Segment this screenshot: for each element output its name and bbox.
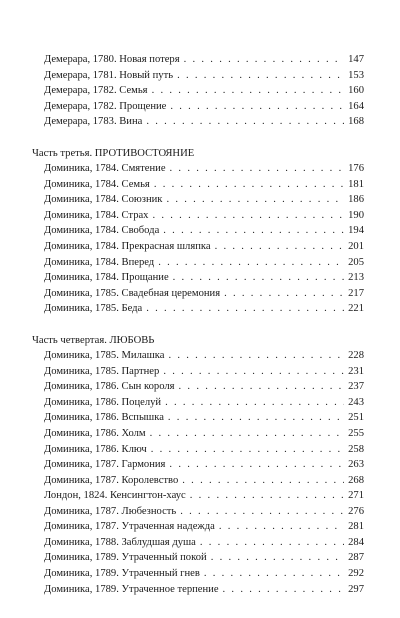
dot-leader (163, 364, 344, 380)
toc-entry-title: Доминика, 1784. Прощание (44, 272, 169, 284)
toc-entry-page-number: 251 (348, 412, 364, 424)
toc-entry-page-number: 205 (348, 256, 364, 268)
dot-leader (223, 582, 345, 598)
toc-entry-page-number: 281 (348, 521, 364, 533)
toc-entry-title: Доминика, 1784. Вперед (44, 256, 155, 268)
dot-leader (168, 410, 344, 426)
dot-leader (152, 83, 345, 99)
table-of-contents (32, 52, 364, 597)
dot-leader (200, 535, 344, 551)
toc-entry-page-number: 268 (348, 474, 364, 486)
toc-entry-page-number: 160 (348, 85, 364, 97)
toc-entry (32, 223, 364, 239)
dot-leader (219, 519, 344, 535)
dot-leader (170, 161, 345, 177)
toc-entry-title: Доминика, 1786. Ключ (44, 443, 147, 455)
dot-leader (154, 177, 344, 193)
toc-entry (32, 161, 364, 177)
toc-entry (32, 566, 364, 582)
toc-entry-title: Доминика, 1784. Страх (44, 209, 149, 221)
toc-entry (32, 239, 364, 255)
toc-entry-title: Демерара, 1782. Семья (44, 85, 148, 97)
part-heading: Часть четвертая. ЛЮБОВЬ (32, 334, 155, 346)
toc-entry-title: Доминика, 1786. Вспышка (44, 412, 164, 424)
toc-entry-page-number: 228 (348, 350, 364, 362)
toc-entry (32, 255, 364, 271)
toc-entry-title: Доминика, 1786. Поцелуй (44, 396, 162, 408)
toc-entry-page-number: 297 (348, 583, 364, 595)
dot-leader (151, 442, 344, 458)
dot-leader (152, 208, 344, 224)
toc-entry-page-number: 201 (348, 241, 364, 253)
toc-entry (32, 582, 364, 598)
toc-entry-page-number: 147 (348, 54, 364, 65)
toc-entry (32, 457, 364, 473)
toc-entry (32, 99, 364, 115)
toc-entry-title: Доминика, 1788. Заблудшая душа (44, 536, 196, 548)
toc-entry (32, 535, 364, 551)
toc-entry (32, 550, 364, 566)
toc-entry (32, 426, 364, 442)
toc-entry (32, 192, 364, 208)
dot-leader (211, 550, 344, 566)
toc-entry-title: Доминика, 1784. Прекрасная шляпка (44, 241, 211, 253)
toc-entry-title: Доминика, 1785. Партнер (44, 365, 160, 377)
toc-entry-page-number: 255 (348, 428, 364, 440)
toc-entry-title: Лондон, 1824. Кенсингтон-хаус (44, 490, 186, 502)
dot-leader (224, 286, 344, 302)
dot-leader (215, 239, 345, 255)
toc-entry-page-number: 168 (348, 116, 364, 128)
toc-entry (32, 348, 364, 364)
dot-leader (173, 270, 344, 286)
toc-entry-page-number: 276 (348, 505, 364, 517)
dot-leader (180, 504, 344, 520)
dot-leader (166, 192, 344, 208)
dot-leader (190, 488, 344, 504)
toc-entry-page-number: 258 (348, 443, 364, 455)
toc-entry-title: Доминика, 1784. Семья (44, 178, 150, 190)
part-heading: Часть третья. ПРОТИВОСТОЯНИЕ (32, 147, 195, 159)
toc-group-part3 (32, 161, 364, 316)
toc-entry (32, 410, 364, 426)
toc-entry (32, 364, 364, 380)
toc-entry-title: Доминика, 1785. Беда (44, 303, 143, 315)
dot-leader (179, 379, 345, 395)
toc-entry (32, 52, 364, 68)
toc-entry-page-number: 190 (348, 209, 364, 221)
dot-leader (184, 52, 345, 68)
toc-entry (32, 519, 364, 535)
toc-entry-page-number: 271 (348, 490, 364, 502)
toc-entry-title: Доминика, 1785. Свадебная церемония (44, 287, 221, 299)
toc-entry-page-number: 213 (348, 272, 364, 284)
toc-entry-title: Доминика, 1786. Сын короля (44, 381, 175, 393)
toc-entry-page-number: 217 (348, 287, 364, 299)
toc-entry-title: Доминика, 1786. Холм (44, 428, 146, 440)
dot-leader (165, 395, 344, 411)
toc-entry (32, 270, 364, 286)
toc-entry-page-number: 231 (348, 365, 364, 377)
toc-entry (32, 395, 364, 411)
toc-entry-page-number: 263 (348, 459, 364, 471)
toc-entry (32, 442, 364, 458)
toc-group-part4 (32, 348, 364, 597)
toc-entry-title: Доминика, 1784. Свобода (44, 225, 160, 237)
dot-leader (150, 426, 344, 442)
toc-group-continued (32, 52, 364, 130)
toc-entry-title: Доминика, 1789. Утраченный гнев (44, 567, 200, 579)
toc-entry (32, 286, 364, 302)
toc-entry-title: Демерара, 1781. Новый путь (44, 69, 174, 81)
dot-leader (163, 223, 344, 239)
toc-entry-page-number: 284 (348, 536, 364, 548)
toc-entry-title: Доминика, 1789. Утраченный покой (44, 552, 207, 564)
dot-leader (204, 566, 344, 582)
toc-entry (32, 379, 364, 395)
toc-entry (32, 177, 364, 193)
dot-leader (146, 114, 344, 130)
toc-entry (32, 208, 364, 224)
toc-entry-title: Демерара, 1782. Прощение (44, 100, 167, 112)
toc-entry-title: Доминика, 1787. Любезность (44, 505, 177, 517)
toc-entry-title: Доминика, 1784. Смятение (44, 163, 166, 175)
toc-entry (32, 488, 364, 504)
dot-leader (177, 68, 344, 84)
toc-entry-page-number: 176 (348, 163, 364, 175)
toc-entry-page-number: 153 (348, 69, 364, 81)
toc-entry (32, 68, 364, 84)
toc-entry (32, 473, 364, 489)
toc-entry (32, 504, 364, 520)
toc-entry-page-number: 292 (348, 567, 364, 579)
toc-entry-page-number: 194 (348, 225, 364, 237)
toc-entry-page-number: 237 (348, 381, 364, 393)
toc-entry-title: Доминика, 1789. Утраченное терпение (44, 583, 219, 595)
toc-entry-title: Демерара, 1780. Новая потеря (44, 54, 180, 65)
dot-leader (170, 99, 344, 115)
toc-entry-page-number: 181 (348, 178, 364, 190)
toc-entry-title: Доминика, 1785. Милашка (44, 350, 165, 362)
dot-leader (169, 457, 344, 473)
toc-entry-title: Демерара, 1783. Вина (44, 116, 143, 128)
toc-entry (32, 114, 364, 130)
toc-entry-title: Доминика, 1787. Королевство (44, 474, 179, 486)
dot-leader (168, 348, 344, 364)
toc-entry (32, 83, 364, 99)
toc-entry-page-number: 186 (348, 194, 364, 206)
toc-entry-page-number: 221 (348, 303, 364, 315)
toc-entry-page-number: 243 (348, 396, 364, 408)
dot-leader (158, 255, 344, 271)
toc-entry-title: Доминика, 1787. Утраченная надежда (44, 521, 215, 533)
dot-leader (182, 473, 344, 489)
toc-entry-page-number: 287 (348, 552, 364, 564)
toc-entry (32, 301, 364, 317)
toc-entry-title: Доминика, 1784. Союзник (44, 194, 163, 206)
toc-entry-title: Доминика, 1787. Гармония (44, 459, 166, 471)
dot-leader (146, 301, 344, 317)
toc-entry-page-number: 164 (348, 100, 364, 112)
